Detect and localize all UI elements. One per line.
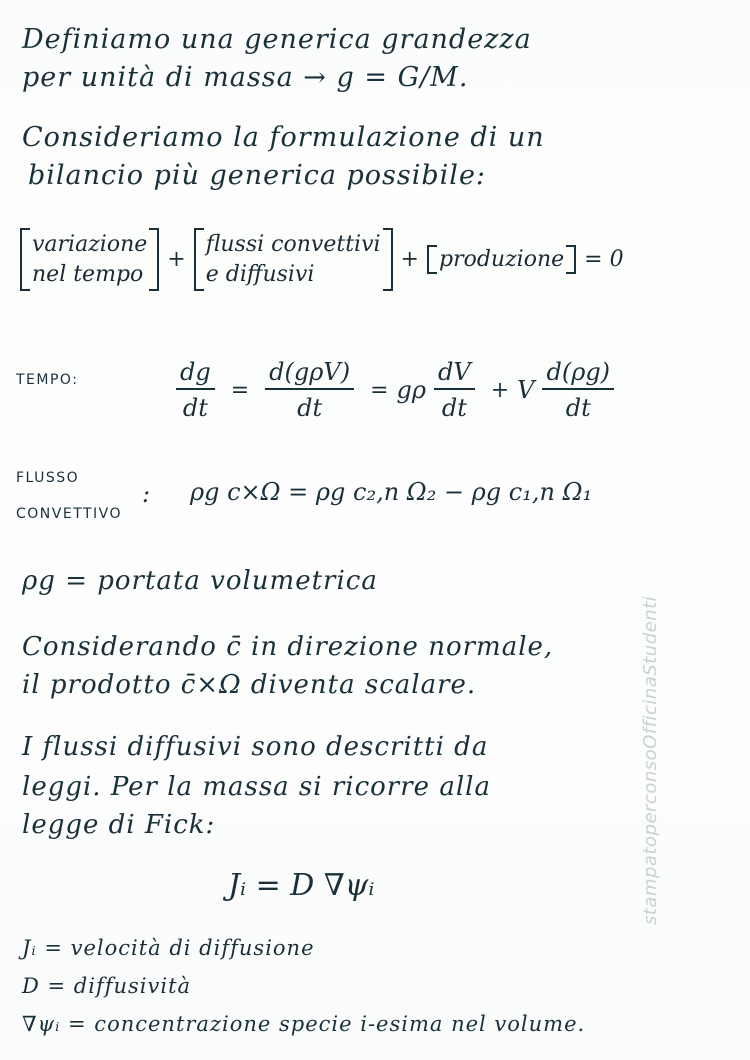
- legend-line: ∇ψᵢ = concentrazione specie i-esima nel volume.: [22, 1012, 586, 1036]
- fraction: [176, 358, 215, 422]
- tempo-equation: [168, 358, 622, 422]
- numerator: d(gρV): [265, 358, 354, 390]
- plus-sign: +: [490, 377, 510, 403]
- numerator: d(ρg): [542, 358, 614, 390]
- denominator: dt: [182, 394, 208, 422]
- balance-equation: [20, 228, 632, 291]
- equals-zero: = 0: [584, 247, 624, 273]
- bracket-text: nel tempo: [32, 261, 144, 287]
- fick-law: Jᵢ = D ∇ψᵢ: [228, 868, 375, 903]
- equals-sign: =: [370, 377, 389, 403]
- colon: :: [142, 480, 151, 508]
- text-line: Consideriamo la formulazione di un: [22, 122, 545, 153]
- legend-line: D = diffusività: [22, 974, 192, 998]
- text-line: I flussi diffusivi sono descritti da: [22, 732, 489, 762]
- numerator: dg: [176, 358, 215, 390]
- flusso-equation: ρg c×Ω = ρg c₂,n Ω₂ − ρg c₁,n Ω₁: [190, 478, 593, 506]
- numerator: dV: [434, 358, 475, 390]
- legend-line: Jᵢ = velocità di diffusione: [22, 936, 315, 960]
- tempo-label: TEMPO:: [16, 372, 79, 388]
- text-line: leggi. Per la massa si ricorre alla: [22, 772, 491, 802]
- equals-sign: =: [230, 377, 250, 403]
- bracket-text: variazione: [32, 232, 148, 257]
- fraction: [265, 358, 354, 422]
- bracket-text: e diffusivi: [205, 261, 315, 287]
- text-line: Considerando c̄ in direzione normale,: [22, 632, 554, 662]
- bracket-text: produzione: [438, 247, 565, 273]
- text-line: il prodotto c̄×Ω diventa scalare.: [22, 670, 477, 700]
- denominator: dt: [441, 394, 467, 422]
- denominator: dt: [565, 394, 591, 422]
- fraction: [542, 358, 614, 422]
- text-line: ρg = portata volumetrica: [22, 566, 378, 596]
- text-line: legge di Fick:: [22, 810, 216, 840]
- term: V: [517, 376, 535, 404]
- bracket-text: flussi convettivi: [205, 232, 381, 257]
- fraction: [434, 358, 475, 422]
- text-line: Definiamo una generica grandezza: [22, 24, 532, 55]
- bracket-variazione: [20, 228, 159, 291]
- bracket-produzione: [427, 245, 576, 274]
- plus-sign: +: [400, 247, 419, 273]
- denominator: dt: [297, 394, 323, 422]
- flusso-label-bottom: CONVETTIVO: [16, 506, 123, 522]
- text-line: per unità di massa → g = G/M.: [22, 62, 469, 93]
- text-line: bilancio più generica possibile:: [28, 160, 487, 191]
- bracket-flussi: [194, 228, 393, 291]
- flusso-label-top: FLUSSO: [16, 470, 80, 486]
- watermark: stampatoperconsoOfficinaStudenti: [640, 595, 661, 925]
- term: gρ: [396, 376, 426, 404]
- plus-sign: +: [167, 247, 186, 273]
